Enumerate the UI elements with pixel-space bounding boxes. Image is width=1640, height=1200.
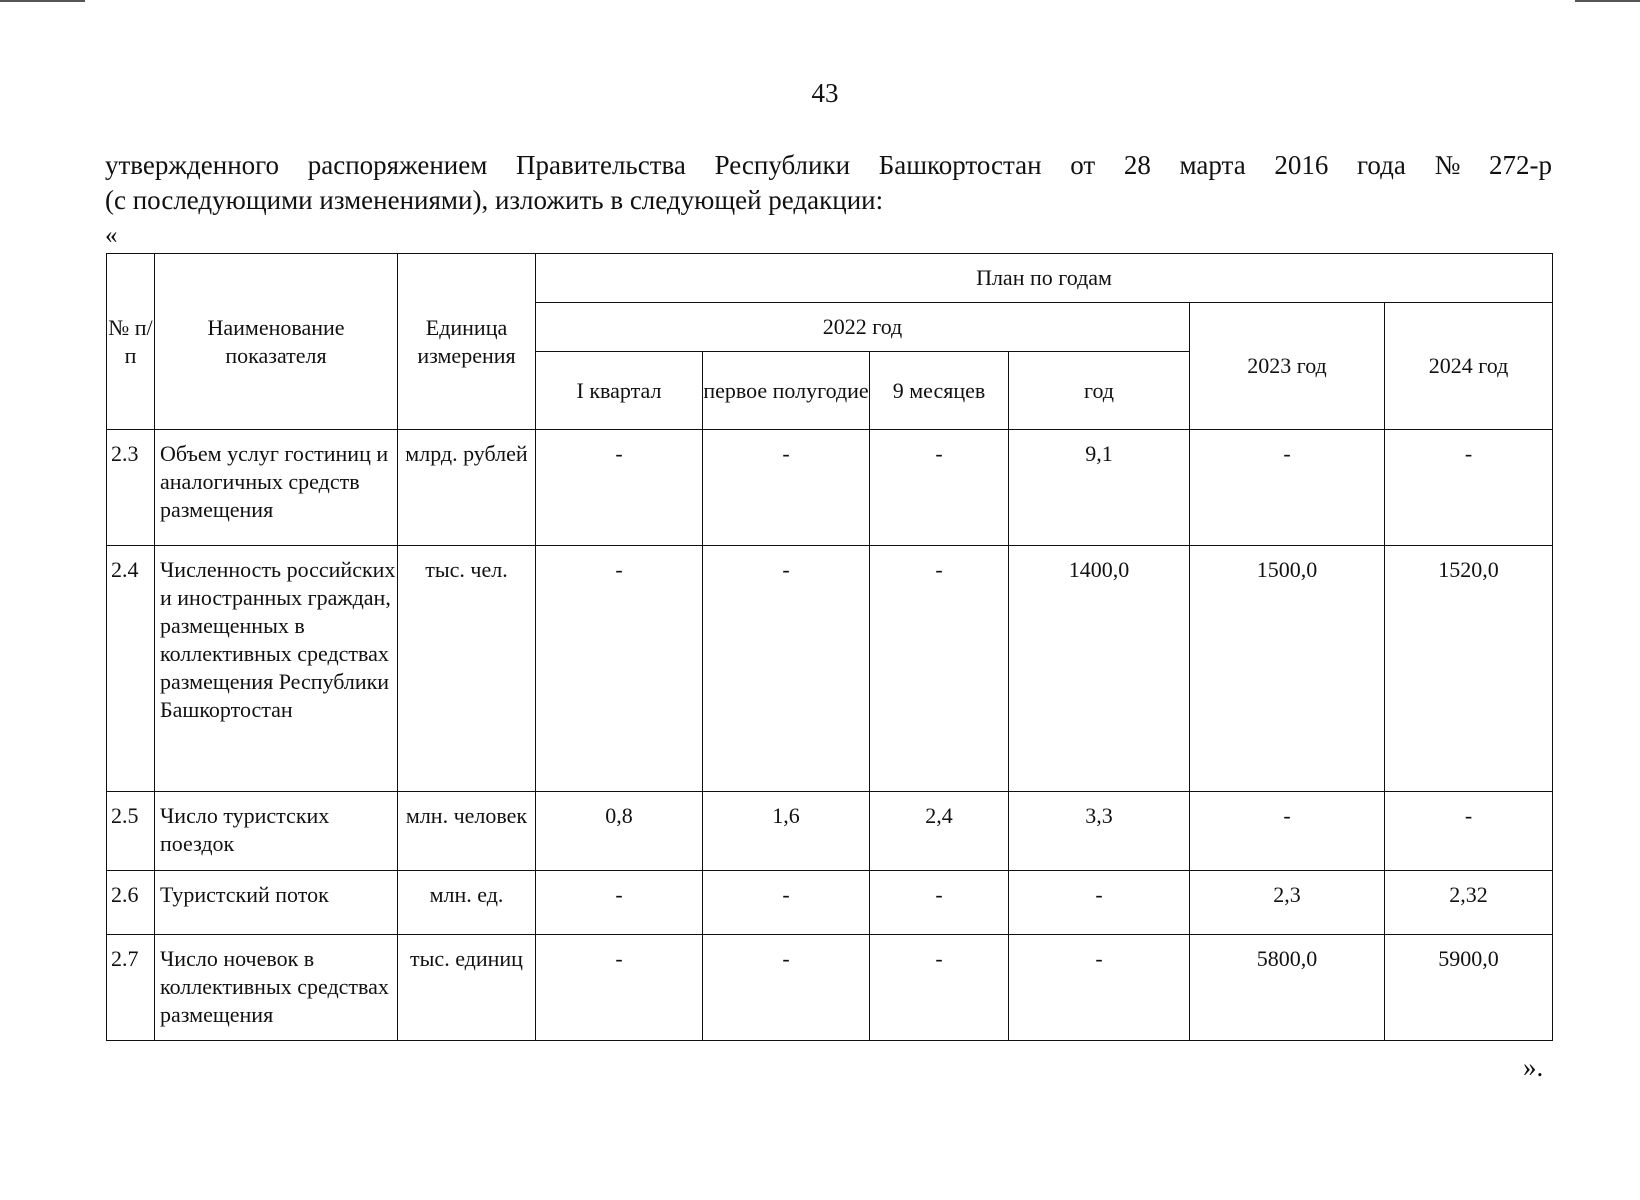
row-num: 2.6 bbox=[107, 871, 155, 935]
header-name: Наименование показателя bbox=[155, 254, 398, 430]
quote-open: « bbox=[105, 222, 118, 249]
row-unit: тыс. единиц bbox=[398, 935, 536, 1041]
cell-2023: 1500,0 bbox=[1190, 546, 1385, 792]
cell-half-year: - bbox=[703, 546, 870, 792]
row-name: Численность российских и иностранных граждан, размещенных в коллективных средствах размещения Республики Башкортостан bbox=[155, 546, 398, 792]
row-name: Объем услуг гостиниц и аналогичных средств размещения bbox=[155, 430, 398, 546]
row-name: Туристский поток bbox=[155, 871, 398, 935]
table-row bbox=[107, 430, 1553, 546]
row-name: Число туристских поездок bbox=[155, 792, 398, 871]
intro-word: Республики bbox=[714, 150, 851, 180]
cell-2023: - bbox=[1190, 430, 1385, 546]
cell-nine-months: - bbox=[870, 935, 1009, 1041]
table-row bbox=[107, 935, 1553, 1041]
cell-half-year: 1,6 bbox=[703, 792, 870, 871]
cell-nine-months: 2,4 bbox=[870, 792, 1009, 871]
header-q1: I квартал bbox=[536, 352, 703, 430]
table-row bbox=[107, 546, 1553, 792]
cell-q1: - bbox=[536, 871, 703, 935]
quote-close: ». bbox=[1523, 1052, 1544, 1082]
header-plan: План по годам bbox=[536, 254, 1553, 303]
intro-word: Правительства bbox=[516, 150, 686, 180]
cell-half-year: - bbox=[703, 871, 870, 935]
intro-line-1 bbox=[105, 148, 1552, 183]
cell-2023: 2,3 bbox=[1190, 871, 1385, 935]
cell-nine-months: - bbox=[870, 871, 1009, 935]
cell-year: - bbox=[1009, 871, 1190, 935]
cell-year: 1400,0 bbox=[1009, 546, 1190, 792]
header-unit: Единица измерения bbox=[398, 254, 536, 430]
plan-table bbox=[106, 253, 1553, 1041]
intro-word: утвержденного bbox=[105, 150, 280, 180]
cell-2023: - bbox=[1190, 792, 1385, 871]
scan-edge-right bbox=[1575, 0, 1640, 2]
row-unit: млн. человек bbox=[398, 792, 536, 871]
page-number: 43 bbox=[811, 78, 839, 108]
cell-q1: - bbox=[536, 430, 703, 546]
cell-half-year: - bbox=[703, 430, 870, 546]
intro-word: Башкортостан bbox=[878, 150, 1042, 180]
row-unit: тыс. чел. bbox=[398, 546, 536, 792]
scan-edge-left bbox=[0, 0, 85, 2]
header-nine-months: 9 месяцев bbox=[870, 352, 1009, 430]
cell-2024: 2,32 bbox=[1385, 871, 1553, 935]
cell-2024: - bbox=[1385, 792, 1553, 871]
cell-2023: 5800,0 bbox=[1190, 935, 1385, 1041]
row-num: 2.7 bbox=[107, 935, 155, 1041]
cell-2024: 5900,0 bbox=[1385, 935, 1553, 1041]
row-num: 2.5 bbox=[107, 792, 155, 871]
cell-year: 9,1 bbox=[1009, 430, 1190, 546]
cell-q1: - bbox=[536, 935, 703, 1041]
intro-word: года bbox=[1357, 150, 1406, 180]
intro-word: 272-р bbox=[1489, 150, 1552, 180]
header-full-year: год bbox=[1009, 352, 1190, 430]
intro-word: от bbox=[1070, 150, 1096, 180]
cell-year: - bbox=[1009, 935, 1190, 1041]
header-half-year: первое полугодие bbox=[703, 352, 870, 430]
cell-year: 3,3 bbox=[1009, 792, 1190, 871]
cell-nine-months: - bbox=[870, 546, 1009, 792]
intro-line-2: (с последующими изменениями), изложить в следующей редакции: bbox=[105, 185, 884, 215]
cell-2024: 1520,0 bbox=[1385, 546, 1553, 792]
table-row bbox=[107, 792, 1553, 871]
row-unit: млрд. рублей bbox=[398, 430, 536, 546]
intro-word: распоряжением bbox=[307, 150, 488, 180]
header-year-2022: 2022 год bbox=[536, 303, 1190, 352]
cell-q1: - bbox=[536, 546, 703, 792]
row-num: 2.4 bbox=[107, 546, 155, 792]
cell-q1: 0,8 bbox=[536, 792, 703, 871]
cell-nine-months: - bbox=[870, 430, 1009, 546]
row-num: 2.3 bbox=[107, 430, 155, 546]
header-year-2023: 2023 год bbox=[1190, 303, 1385, 430]
intro-word: марта bbox=[1179, 150, 1246, 180]
header-num: № п/п bbox=[107, 254, 155, 430]
intro-paragraph bbox=[105, 148, 1552, 218]
cell-half-year: - bbox=[703, 935, 870, 1041]
intro-word: № bbox=[1434, 150, 1461, 180]
row-unit: млн. ед. bbox=[398, 871, 536, 935]
row-name: Число ночевок в коллективных средствах размещения bbox=[155, 935, 398, 1041]
intro-word: 28 bbox=[1123, 150, 1151, 180]
intro-word: 2016 bbox=[1274, 150, 1329, 180]
header-year-2024: 2024 год bbox=[1385, 303, 1553, 430]
table-row bbox=[107, 871, 1553, 935]
cell-2024: - bbox=[1385, 430, 1553, 546]
